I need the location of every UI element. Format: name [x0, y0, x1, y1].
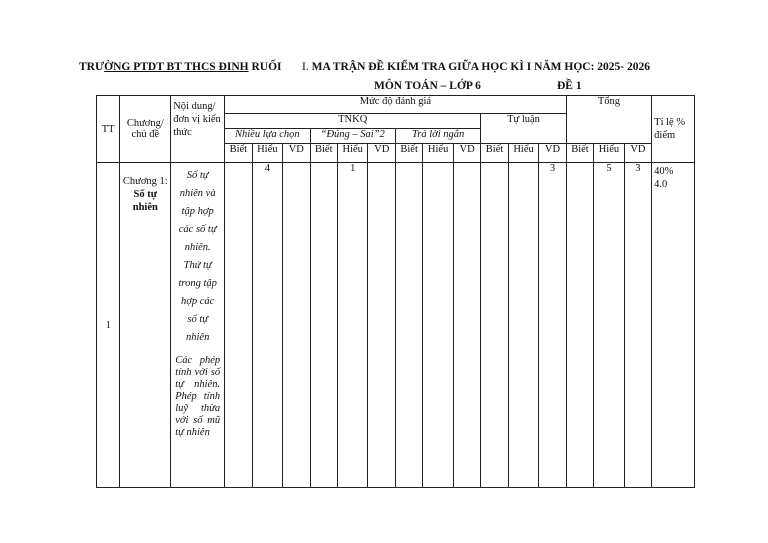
cell-sa-vd	[453, 163, 480, 488]
cell-mc-hieu: 4	[252, 163, 283, 488]
sa-level-vd: VD	[453, 144, 480, 163]
cell-essay-biet	[481, 163, 508, 488]
cell-ratio	[652, 163, 695, 488]
group-essay: Tự luận	[481, 114, 566, 144]
ratio-percent: 40%	[654, 166, 674, 177]
ratio-points: 4.0	[654, 179, 668, 190]
cell-mc-vd	[283, 163, 310, 488]
chapter-number: Chương 1:	[122, 176, 168, 187]
total-level-hieu: Hiểu	[594, 144, 625, 163]
cell-tf-vd	[368, 163, 395, 488]
mc-level-biet: Biết	[225, 144, 252, 163]
total-level-vd: VD	[624, 144, 651, 163]
col-chapter: Chương/ chủ đề	[120, 96, 171, 163]
subject-title: MÔN TOÁN – LỚP 6	[374, 80, 481, 92]
sa-level-hieu: Hiểu	[423, 144, 454, 163]
tf-level-hieu: Hiểu	[337, 144, 368, 163]
cell-total-vd: 3	[624, 163, 651, 488]
content-topic-1: Số tự nhiên và tập hợp các số tự nhiên. Thứ tự trong tập hợp các số tự nhiên	[178, 170, 217, 343]
chapter-name: Số tự nhiên	[132, 189, 158, 213]
header-row-1	[97, 96, 695, 114]
essay-level-biet: Biết	[481, 144, 508, 163]
cell-tf-biet	[310, 163, 337, 488]
cell-total-hieu: 5	[594, 163, 625, 488]
mc-level-hieu: Hiểu	[252, 144, 283, 163]
matrix-title: I. MA TRẬN ĐỀ KIỂM TRA GIỮA HỌC KÌ I NĂM HỌC: 2025- 2026	[302, 61, 651, 73]
content-topic-2: Các phép tính với số tự nhiên. Phép tính luỹ thừa với số mũ tự nhiên	[175, 355, 221, 438]
school-name: TRƯỜNG PTDT BT THCS ĐINH RUỐI	[79, 61, 282, 73]
tf-level-vd: VD	[368, 144, 395, 163]
sub-short-answer: Trả lời ngắn	[395, 129, 480, 144]
cell-total-biet	[566, 163, 593, 488]
tf-level-biet: Biết	[310, 144, 337, 163]
col-level: Mức độ đánh giá	[225, 96, 567, 114]
table-row	[97, 163, 695, 488]
cell-sa-hieu	[423, 163, 454, 488]
col-ratio: Tỉ lệ % điểm	[652, 96, 695, 163]
row-tt: 1	[97, 163, 120, 488]
row-content	[171, 163, 225, 488]
mc-level-vd: VD	[283, 144, 310, 163]
col-tt: TT	[97, 96, 120, 163]
sa-level-biet: Biết	[395, 144, 422, 163]
cell-essay-hieu	[508, 163, 539, 488]
essay-level-hieu: Hiểu	[508, 144, 539, 163]
sub-true-false: “Đúng – Sai”2	[310, 129, 395, 144]
cell-essay-vd: 3	[539, 163, 566, 488]
group-tnkq: TNKQ	[225, 114, 481, 129]
exam-matrix-table	[96, 95, 695, 488]
cell-mc-biet	[225, 163, 252, 488]
col-content: Nội dung/đơn vị kiến thức	[171, 96, 225, 163]
section-number: I.	[302, 61, 309, 73]
total-level-biet: Biết	[566, 144, 593, 163]
cell-tf-hieu: 1	[337, 163, 368, 488]
row-chapter	[120, 163, 171, 488]
cell-sa-biet	[395, 163, 422, 488]
col-total: Tổng	[566, 96, 651, 144]
sub-multiple-choice: Nhiều lựa chọn	[225, 129, 310, 144]
essay-level-vd: VD	[539, 144, 566, 163]
exam-code: ĐỀ 1	[557, 80, 582, 92]
